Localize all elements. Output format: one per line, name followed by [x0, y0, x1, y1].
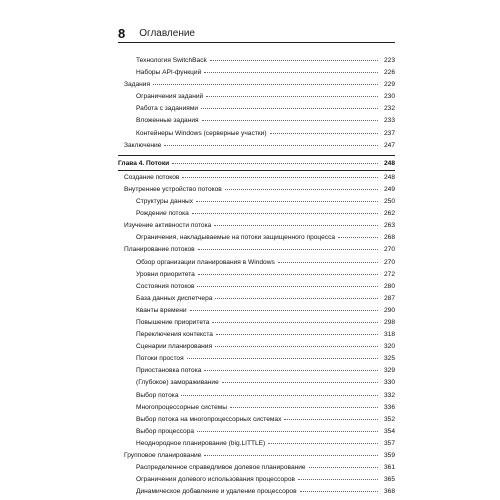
- dot-leader: [181, 389, 378, 396]
- toc-entry: [118, 389, 395, 401]
- toc-entry-title: Структуры данных: [136, 198, 194, 206]
- toc-entry-title: Ограничения заданий: [136, 93, 204, 101]
- toc-entry-title: Переключения контекста: [136, 331, 213, 339]
- toc-entry-title: Динамическое добавление и удаление процессоров: [136, 488, 297, 496]
- toc-entry: [118, 183, 395, 195]
- dot-leader: [222, 376, 378, 383]
- dot-leader: [309, 461, 378, 468]
- toc-entry-page: 223: [383, 57, 395, 64]
- toc-entry: [118, 231, 395, 243]
- dot-leader: [214, 219, 378, 226]
- toc-entry: [118, 364, 395, 376]
- toc-entry-page: 336: [383, 403, 395, 411]
- toc-entry-page: 368: [383, 488, 395, 496]
- toc-entry: [118, 66, 395, 78]
- dot-leader: [182, 171, 378, 178]
- toc-entry-title: Неоднородное планирование (big.LITTLE): [136, 439, 266, 447]
- dot-leader: [153, 78, 378, 85]
- toc-entry: [118, 437, 395, 449]
- toc-entry: [118, 401, 395, 413]
- dot-leader: [212, 316, 378, 323]
- page-header: [118, 24, 394, 42]
- toc-entry-title: Технология SwitchBack: [136, 57, 207, 64]
- dot-leader: [278, 256, 378, 263]
- dot-leader: [225, 183, 378, 190]
- toc-entry-title: Ограничения долевого использования процессоров: [136, 476, 296, 484]
- table-of-contents: [118, 54, 395, 497]
- toc-entry-page: 272: [383, 270, 395, 278]
- toc-entry-page: 330: [383, 379, 395, 387]
- toc-entry: [118, 127, 395, 139]
- running-header-title: Оглавление: [139, 27, 195, 39]
- chapter-rule: [118, 170, 395, 171]
- toc-entry: [118, 171, 395, 183]
- dot-leader: [300, 485, 378, 492]
- toc-entry-title: Работа с заданиями: [136, 105, 199, 113]
- toc-entry-title: Глава 4. Потоки: [118, 159, 170, 167]
- toc-entry-page: 248: [383, 173, 395, 181]
- dot-leader: [206, 90, 378, 97]
- toc-entry-title: Распределенное справедливое долевое планирование: [136, 464, 306, 472]
- toc-entry-page: 365: [383, 476, 395, 484]
- dot-leader: [164, 139, 378, 146]
- dot-leader: [172, 157, 378, 164]
- toc-entry-page: 280: [383, 282, 395, 290]
- toc-entry-page: 298: [383, 318, 395, 326]
- toc-entry: [118, 256, 395, 268]
- toc-entry: [118, 425, 395, 437]
- toc-entry-page: 263: [383, 222, 395, 230]
- toc-entry-page: 250: [383, 198, 395, 206]
- toc-entry: [118, 102, 395, 114]
- toc-entry: [118, 78, 395, 90]
- toc-entry: [118, 219, 395, 231]
- dot-leader: [268, 437, 378, 444]
- toc-chapter-entry: [118, 157, 395, 169]
- toc-entry-page: 248: [383, 159, 395, 167]
- toc-entry-title: Вложенные задания: [136, 117, 199, 125]
- toc-entry-page: 232: [383, 105, 395, 113]
- toc-entry: [118, 473, 395, 485]
- toc-entry-page: 359: [383, 452, 395, 459]
- dot-leader: [196, 195, 378, 202]
- dot-leader: [204, 449, 378, 456]
- dot-leader: [204, 364, 378, 371]
- toc-entry: [118, 376, 395, 388]
- toc-entry-page: 329: [383, 367, 395, 375]
- toc-entry-page: 287: [383, 294, 395, 302]
- toc-entry: [118, 413, 395, 425]
- toc-entry-page: 230: [383, 93, 395, 101]
- toc-entry-page: 233: [383, 117, 395, 125]
- toc-entry-title: Выбор потока: [136, 391, 179, 399]
- toc-entry-title: Повышение приоритета: [136, 318, 210, 326]
- toc-entry: [118, 304, 395, 316]
- toc-entry-page: 361: [383, 464, 395, 472]
- toc-entry: [118, 268, 395, 280]
- toc-entry-page: 354: [383, 427, 395, 435]
- toc-entry-title: Выбор процессора: [136, 427, 195, 435]
- toc-entry-title: Рождение потока: [136, 210, 189, 218]
- dot-leader: [284, 413, 378, 420]
- dot-leader: [210, 54, 378, 61]
- toc-entry: [118, 316, 395, 328]
- dot-leader: [215, 340, 378, 347]
- toc-entry: [118, 54, 395, 66]
- toc-entry-title: Приостановка потока: [136, 367, 202, 375]
- toc-entry-page: 262: [383, 210, 395, 218]
- dot-leader: [338, 231, 378, 238]
- dot-leader: [187, 352, 378, 359]
- dot-leader: [190, 304, 378, 311]
- toc-entry-title: Создание потоков: [124, 173, 180, 181]
- toc-entry-title: Планирование потоков: [124, 246, 195, 254]
- toc-entry-page: 320: [383, 343, 395, 351]
- toc-entry-page: 247: [383, 141, 395, 149]
- toc-entry: [118, 114, 395, 126]
- chapter-rule: [118, 155, 395, 156]
- dot-leader: [198, 243, 378, 250]
- dot-leader: [230, 401, 378, 408]
- dot-leader: [192, 207, 378, 214]
- toc-entry-title: Обзор организации планирования в Windows: [136, 258, 275, 266]
- toc-entry-page: 357: [383, 439, 395, 447]
- toc-entry: [118, 280, 395, 292]
- toc-entry-title: База данных диспетчера: [136, 294, 213, 302]
- dot-leader: [298, 473, 378, 480]
- toc-entry-title: Заключение: [124, 141, 162, 149]
- toc-entry-title: Потоки простоя: [136, 355, 184, 363]
- toc-entry-page: 226: [383, 69, 395, 77]
- toc-entry: [118, 139, 395, 151]
- toc-entry-title: Сценарии планирования: [136, 343, 213, 351]
- toc-entry-page: 237: [383, 129, 395, 137]
- toc-entry: [118, 292, 395, 304]
- toc-entry-title: Уровни приоритета: [136, 270, 195, 278]
- toc-entry: [118, 340, 395, 352]
- toc-entry: [118, 328, 395, 340]
- toc-entry-title: Внутреннее устройство потоков: [124, 185, 222, 193]
- toc-entry-title: (Глубокое) замораживание: [136, 379, 219, 387]
- dot-leader: [202, 114, 378, 121]
- toc-entry-title: Контейнеры Windows (серверные участки): [136, 129, 267, 137]
- dot-leader: [204, 66, 378, 73]
- toc-entry-title: Изучение активности потока: [124, 222, 212, 230]
- toc-entry-page: 268: [383, 234, 395, 242]
- page-number: 8: [118, 25, 126, 41]
- toc-entry: [118, 90, 395, 102]
- toc-entry: [118, 243, 395, 255]
- dot-leader: [201, 102, 378, 109]
- toc-entry-title: Состояния потоков: [136, 282, 195, 290]
- toc-entry-page: 325: [383, 355, 395, 363]
- header-rule: [118, 42, 395, 43]
- toc-entry-title: Кванты времени: [136, 306, 187, 314]
- toc-entry-page: 332: [383, 391, 395, 399]
- toc-entry-title: Выбор потока на многопроцессорных системах: [136, 415, 282, 423]
- toc-entry-page: 290: [383, 306, 395, 314]
- dot-leader: [197, 280, 378, 287]
- toc-entry-title: Задания: [124, 81, 151, 89]
- dot-leader: [197, 425, 378, 432]
- toc-entry: [118, 461, 395, 473]
- toc-entry-title: Ограничения, накладываемые на потоки защищенного процесса: [136, 234, 336, 242]
- toc-entry: [118, 485, 395, 497]
- dot-leader: [270, 127, 378, 134]
- toc-entry-title: Многопроцессорные системы: [136, 403, 228, 411]
- toc-entry: [118, 449, 395, 461]
- toc-entry: [118, 352, 395, 364]
- dot-leader: [216, 328, 378, 335]
- toc-entry-page: 352: [383, 415, 395, 423]
- toc-entry-title: Наборы API-функций: [136, 69, 202, 77]
- toc-entry: [118, 195, 395, 207]
- dot-leader: [198, 268, 378, 275]
- toc-entry-page: 318: [383, 331, 395, 339]
- toc-entry-page: 229: [383, 81, 395, 89]
- toc-entry-page: 249: [383, 185, 395, 193]
- toc-entry-title: Групповое планирование: [124, 452, 202, 459]
- toc-entry-page: 270: [383, 258, 395, 266]
- dot-leader: [215, 292, 378, 299]
- toc-entry-page: 270: [383, 246, 395, 254]
- toc-entry: [118, 207, 395, 219]
